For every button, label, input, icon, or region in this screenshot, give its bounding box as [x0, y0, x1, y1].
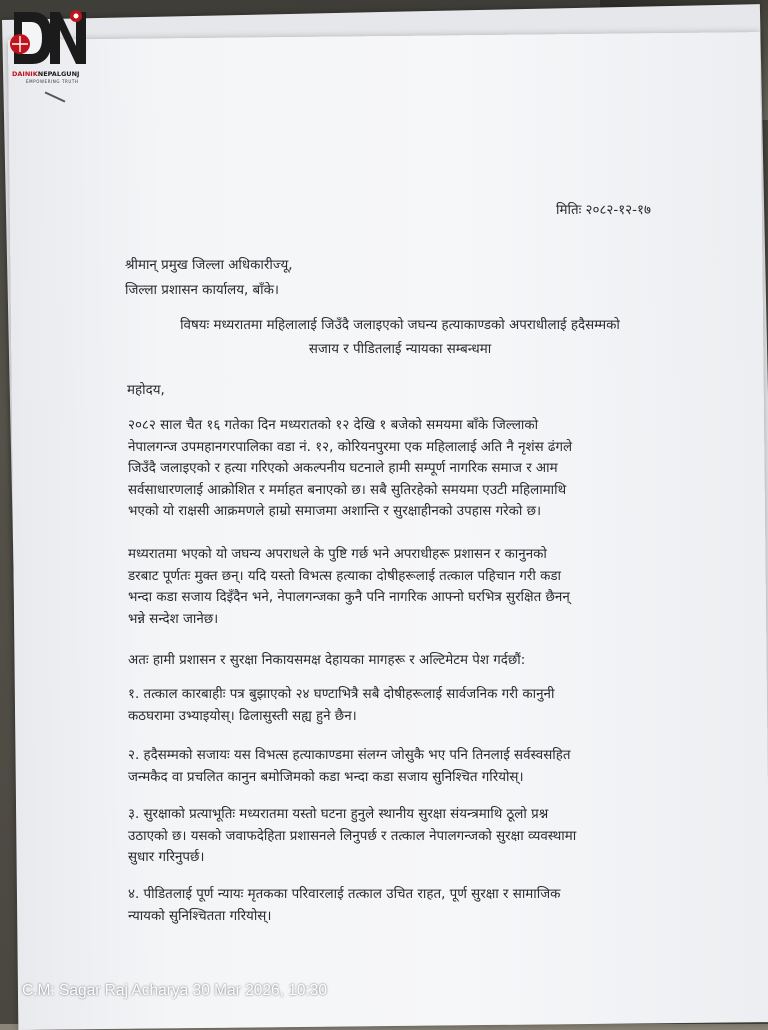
subject-line: सजाय र पीडितलाई न्यायका सम्बन्धमा: [308, 342, 492, 357]
text-line: डरबाट पूर्णतः मुक्त छन्। यदि यस्तो विभत्स हत्याका दोषीहरूलाई तत्काल पहिचान गरी कडा: [128, 568, 562, 584]
demand-item: [128, 884, 673, 927]
address-line: जिल्ला प्रशासन कार्यालय, बाँके।: [125, 283, 279, 298]
recipient-address: [125, 253, 293, 303]
paragraph-incident: [128, 415, 673, 523]
salutation: महोदय,: [127, 383, 165, 398]
text-line: १. तत्काल कारबाहीः पत्र बुझाएको २४ घण्टाभित्रै सबै दोषीहरूलाई सार्वजनिक गरी कानुनी: [128, 687, 555, 702]
demand-item: [128, 804, 673, 869]
demand-item: [128, 745, 673, 788]
logo-tagline: EMPOWERING TRUTH: [26, 79, 79, 84]
demand-item: [128, 684, 673, 727]
text-line: मध्यरातमा भएको यो जघन्य अपराधले के पुष्टि गर्छ भने अपराधीहरू प्रशासन र कानुनको: [128, 547, 547, 562]
text-line: भएको यो राक्षसी आक्रमणले हाम्रो समाजमा अशान्ति र सुरक्षाहीनको उपहास गरेको छ।: [128, 504, 542, 519]
text-line: भन्ने सन्देश जानेछ।: [128, 611, 219, 627]
paragraph-demands-intro: अतः हामी प्रशासन र सुरक्षा निकायसमक्ष देहायका मागहरू र अल्टिमेटम पेश गर्दछौं:: [128, 653, 526, 668]
text-line: २. हदैसम्मको सजायः यस विभत्स हत्याकाण्डमा संलग्न जोसुकै भए पनि तिनलाई सर्वस्वसहित: [128, 748, 571, 763]
letter-subject: [130, 314, 670, 362]
text-line: ४. पीडितलाई पूर्ण न्यायः मृतकका परिवारलाई तत्काल उचित राहत, पूर्ण सुरक्षा र सामाजिक: [128, 887, 561, 902]
subject-line: विषयः मध्यरातमा महिलालाई जिउँदै जलाइएको जघन्य हत्याकाण्डको अपराधीलाई हदैसम्मको: [180, 318, 620, 333]
text-line: नेपालगन्ज उपमहानगरपालिका वडा नं. १२, कोरियनपुरमा एक महिलालाई अति नै नृशंस ढंगले: [128, 439, 573, 455]
paragraph-concern: [128, 544, 673, 630]
text-line: सुधार गरिनुपर्छ।: [128, 850, 205, 865]
photo-credit-watermark: C.M: Sagar Raj Acharya 30 Mar 2026, 10:30: [22, 982, 327, 999]
text-line: ३. सुरक्षाको प्रत्याभूतिः मध्यरातमा यस्तो घटना हुनुले स्थानीय सुरक्षा संयन्त्रमाथि ठूलो प्रश्न: [128, 807, 549, 822]
text-line: जिउँदै जलाइएको र हत्या गरिएको अकल्पनीय घटनाले हामी सम्पूर्ण नागरिक समाज र आम: [128, 461, 558, 476]
text-line: न्यायको सुनिश्चितता गरियोस्।: [128, 908, 272, 924]
text-line: कठघरामा उभ्याइयोस्। ढिलासुस्ती सह्य हुने छैन।: [128, 708, 357, 724]
text-line: २०८२ साल चैत १६ गतेका दिन मध्यरातको १२ देखि १ बजेको समयमा बाँके जिल्लाको: [128, 418, 539, 433]
address-line: श्रीमान् प्रमुख जिल्ला अधिकारीज्यू,: [125, 258, 293, 273]
text-line: सर्वसाधारणलाई आक्रोशित र मर्माहत बनाएको छ। सबै सुतिरहेको समयमा एउटी महिलामाथि: [128, 482, 567, 498]
text-line: भन्दा कडा सजाय दिइँदैन भने, नेपालगन्जका कुनै पनि नागरिक आफ्नो घरभित्र सुरक्षित छैनन्: [128, 590, 570, 605]
text-line: जन्मकैद वा प्रचलित कानुन बमोजिमको कडा भन्दा कडा सजाय सुनिश्चित गरियोस्।: [128, 769, 524, 785]
letter-date: मितिः २०८२-१२-१७: [556, 203, 651, 218]
logo-wordmark: DAINIKNEPALGUNJ: [12, 70, 80, 78]
text-line: उठाएको छ। यसको जवाफदेहिता प्रशासनले लिनुपर्छ र तत्काल नेपालगन्जको सुरक्षा व्यवस्थामा: [128, 828, 577, 844]
